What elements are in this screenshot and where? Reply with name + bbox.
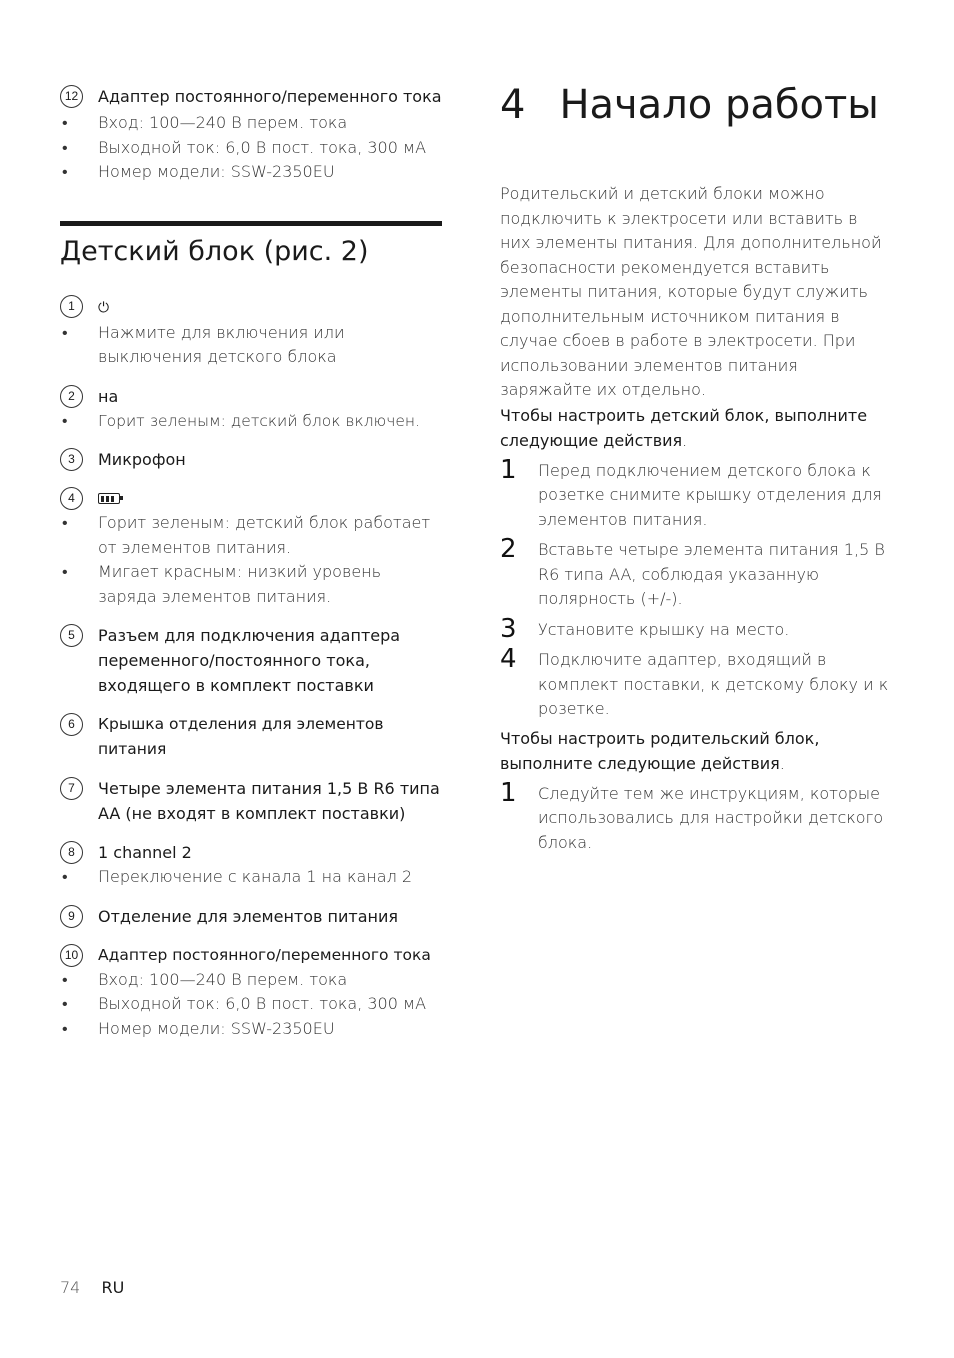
- item-number: 2: [60, 385, 83, 408]
- item-title: Четыре элемента питания 1,5 В R6 типа AA (не входят в комплект поставки): [98, 779, 440, 823]
- page-footer: [60, 1278, 124, 1297]
- item-title: Разъем для подключения адаптера переменного/постоянного тока, входящего в комплект поставки: [98, 626, 401, 695]
- item-1: [60, 294, 442, 370]
- language-code: RU: [101, 1278, 125, 1297]
- bullet: • Вход: 100—240 В перем. тока: [60, 111, 442, 136]
- item-9: [60, 904, 442, 929]
- step-text: Подключите адаптер, входящий в комплект поставки, к детскому блоку и к розетке.: [538, 650, 889, 718]
- item-number: 10: [60, 944, 83, 967]
- item-title: Адаптер постоянного/переменного тока: [98, 945, 431, 964]
- item-number: 7: [60, 777, 83, 800]
- chapter-number: 4: [500, 82, 526, 128]
- baby-step-4: [500, 644, 890, 722]
- item-10: [60, 943, 442, 1042]
- item-title: Крышка отделения для элементов питания: [98, 715, 384, 758]
- item-number: 9: [60, 905, 83, 928]
- item-number: 12: [60, 85, 83, 108]
- bullet: • Номер модели: SSW-2350EU: [60, 1017, 442, 1042]
- step-number: 2: [500, 534, 517, 564]
- bullet: • Горит зеленым: детский блок работает от элементов питания.: [60, 511, 442, 560]
- bullet: • Переключение с канала 1 на канал 2: [60, 865, 442, 890]
- step-number: 4: [500, 644, 517, 674]
- item-2: [60, 384, 442, 434]
- item-number: 4: [60, 487, 83, 510]
- item-12: [60, 84, 442, 109]
- step-number: 1: [500, 454, 517, 485]
- item-number: 5: [60, 624, 83, 647]
- item-title: на: [98, 386, 119, 406]
- item-6: [60, 712, 442, 762]
- item-title: Отделение для элементов питания: [98, 906, 398, 926]
- power-icon: ⏻: [98, 299, 110, 316]
- item-8: [60, 840, 442, 890]
- item-title: 1 channel 2: [98, 843, 192, 862]
- baby-step-1: [500, 454, 890, 533]
- item-number: 6: [60, 713, 83, 736]
- chapter-title: Начало работы: [559, 82, 879, 128]
- section-title: Детский блок (рис. 2): [60, 235, 369, 267]
- item-number: 8: [60, 841, 83, 864]
- bullet: • Горит зеленым: детский блок включен.: [60, 409, 442, 434]
- bullet: • Нажмите для включения или выключения детского блока: [60, 321, 442, 370]
- item-number: 3: [60, 448, 83, 471]
- step-text: Следуйте тем же инструкциям, которые использовались для настройки детского блока.: [538, 783, 884, 852]
- bullet: • Выходной ток: 6,0 В пост. тока, 300 мА: [60, 992, 442, 1017]
- item-title: Адаптер постоянного/переменного тока: [98, 87, 442, 106]
- bullet: • Номер модели: SSW-2350EU: [60, 160, 442, 185]
- item-12-bullets: [60, 111, 442, 185]
- battery-icon: [98, 493, 120, 504]
- parent-unit-heading: Чтобы настроить родительский блок, выполните следующие действия.: [500, 728, 820, 773]
- item-7: [60, 776, 442, 826]
- bullet: • Вход: 100—240 В перем. тока: [60, 968, 442, 993]
- item-5: [60, 623, 442, 698]
- left-column: [60, 84, 442, 1055]
- step-number: 3: [500, 613, 517, 644]
- bullet: • Мигает красным: низкий уровень заряда элементов питания.: [60, 560, 442, 609]
- baby-step-2: [500, 534, 890, 612]
- item-number: 1: [60, 295, 83, 318]
- right-column: [500, 80, 890, 859]
- step-text: Перед подключением детского блока к розетке снимите крышку отделения для элементов питания.: [538, 460, 882, 529]
- page-number: 74: [60, 1278, 81, 1297]
- step-text: Установите крышку на место.: [538, 619, 790, 639]
- parent-step-1: [500, 777, 890, 856]
- chapter-heading: [500, 80, 890, 130]
- bullet: • Выходной ток: 6,0 В пост. тока, 300 мА: [60, 136, 442, 161]
- baby-unit-heading: Чтобы настроить детский блок, выполните следующие действия.: [500, 405, 868, 450]
- item-3: [60, 447, 442, 472]
- item-4: [60, 486, 442, 609]
- section-divider: [60, 221, 442, 226]
- item-title: Микрофон: [98, 450, 186, 469]
- step-number: 1: [500, 777, 517, 808]
- baby-step-3: [500, 613, 890, 644]
- intro-paragraph: Родительский и детский блоки можно подключить к электросети или вставить в них элементы питания. Для дополнительной безопасности рекомендуется вставить элементы питания, которые будут служить дополнительным источником питания в случае сбоев в работе в электросети. При использовании элементов питания заряжайте их отдельно.: [500, 184, 882, 399]
- step-text: Вставьте четыре элемента питания 1,5 В R6 типа AA, соблюдая указанную полярность (+/-).: [538, 540, 885, 608]
